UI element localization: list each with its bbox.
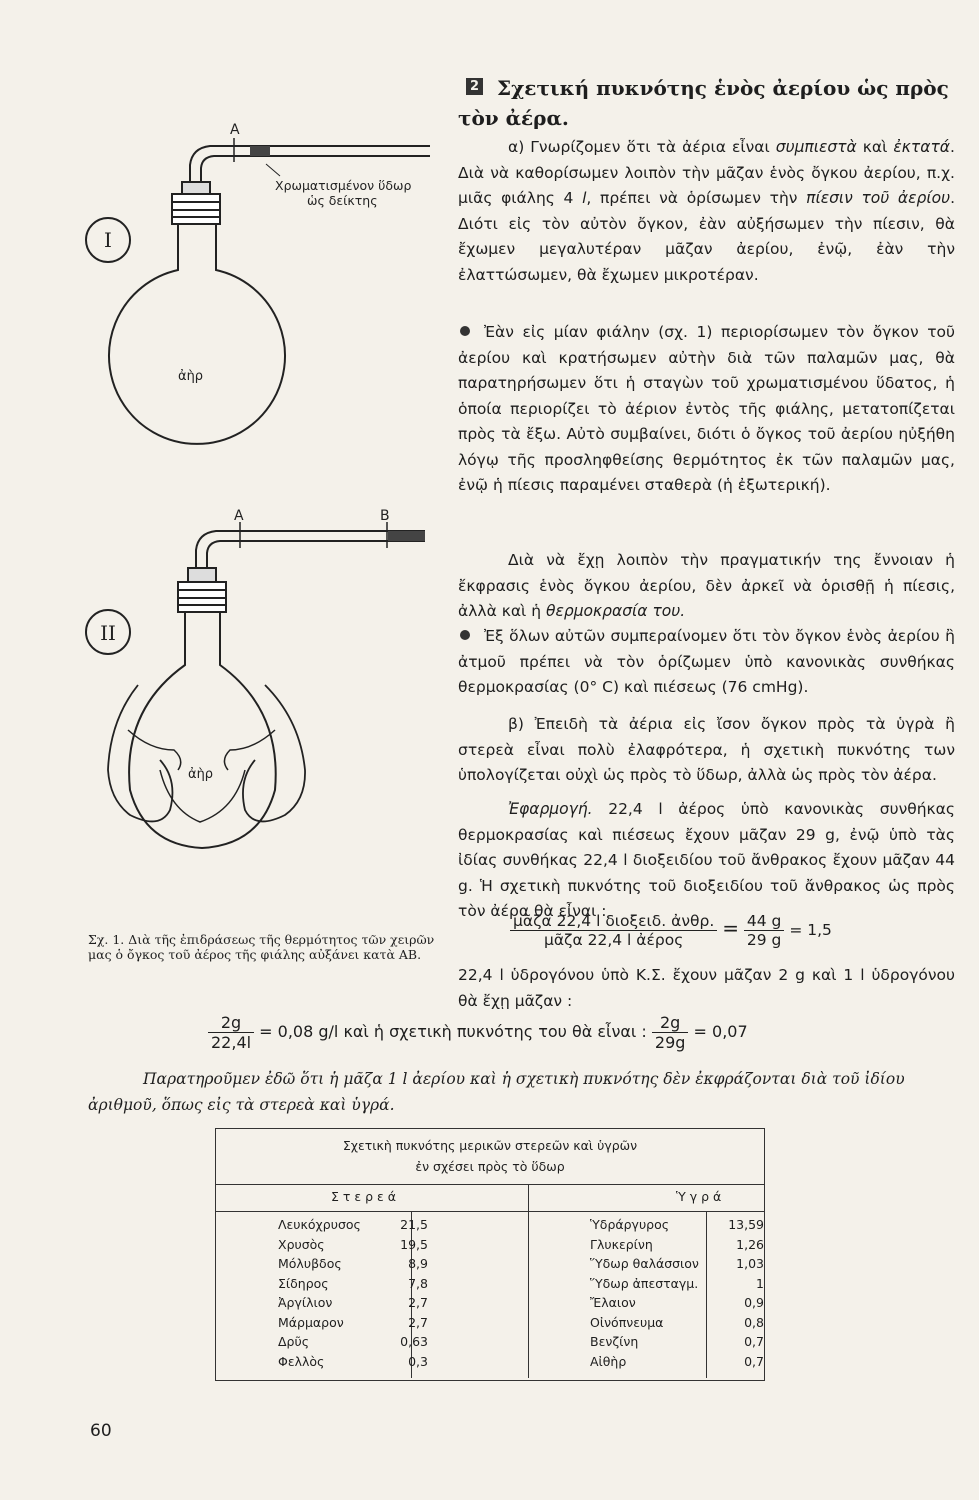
flask-figure-2: [86, 522, 425, 848]
section-title-cont: τὸν ἀέρα.: [458, 106, 569, 130]
solid-value: 2,7: [408, 1295, 428, 1310]
liquid-value: 0,9: [744, 1295, 764, 1310]
bullet-icon: [460, 326, 470, 336]
liquid-name: Ὑδράργυρος: [590, 1217, 670, 1232]
density-table: [215, 1128, 765, 1381]
liquid-value: 1,03: [736, 1256, 764, 1271]
fig1-marker-label: I: [104, 228, 112, 252]
fig2-air-label: ἀὴρ: [188, 767, 214, 782]
solid-name: Ἀργίλιον: [278, 1295, 333, 1310]
liquid-value: 0,7: [744, 1353, 764, 1369]
section-title: Σχετική πυκνότης ἑνὸς ἀερίου ὡς πρὸς: [497, 76, 949, 100]
paragraph-b: β) Ἐπειδὴ τὰ ἀέρια εἰς ἴσον ὄγκον πρὸς τὰ ὑγρὰ ἢ στερεὰ εἶναι πολὺ ἐλαφρότερα, ἡ σχετικὴ πυκνότης των ὑπολογίζεται οὐχὶ ὡς πρὸς τὸ ὕδωρ, ἀλλὰ ὡς πρὸς τὸν ἀέρα.: [458, 715, 955, 784]
paragraph-expression: Διὰ νὰ ἔχῃ λοιπὸν τὴν πραγματικήν της ἔννοιαν ἡ ἔκφρασις ἑνὸς ὄγκου ἀερίου, δὲν ἀρκεῖ νὰ ὁρισθῇ ἡ πίεσις, ἀλλὰ καὶ ἡ θερμοκρασία του.: [458, 551, 955, 620]
equation-hydrogen: $\frac{2g}{22,4l}$ = 0,08 g/l καὶ ἡ σχετικὴ πυκνότης του θὰ εἶναι : $\frac{2g}{29g}$ = 0,07: [208, 1013, 748, 1052]
liquid-name: Αἰθὴρ: [590, 1353, 627, 1369]
solid-name: Φελλὸς: [278, 1353, 325, 1369]
fig1-point-a: A: [230, 122, 240, 138]
liquids-header: Ὑ γ ρ ά: [676, 1189, 722, 1204]
solid-value: 7,8: [408, 1275, 428, 1291]
solid-value: 2,7: [408, 1314, 428, 1330]
equation-co2: $\frac{\text{μᾶζα 22,4 l διοξειδ. ἀνθρ.}}{\text{μᾶζα 22,4 l ἀέρος}}$ = $\frac{44 g}{29 g}$ = 1,5: [510, 912, 832, 949]
solid-name: Δρῦς: [278, 1334, 310, 1349]
liquid-value: 13,59: [728, 1217, 764, 1232]
page-number: 60: [90, 1421, 112, 1441]
paragraph-a: α) Γνωρίζομεν ὅτι τὰ ἀέρια εἶναι συμπιεστὰ καὶ ἐκτατά. Διὰ νὰ καθορίσωμεν λοιπὸν τὴν μᾶζαν ἑνὸς ὄγκου ἀερίου, π.χ. μιᾶς φιάλης 4 l, πρέπει νὰ ὁρίσωμεν τὴν πίεσιν τοῦ ἀερίου. Διότι εἰς τὸν αὐτὸν ὄγκον, ἐὰν αὐξήσωμεν τὴν πίεσιν, θὰ ἔχωμεν μεγαλυτέραν μᾶζαν ἀερίου, ἐνῷ, ἐὰν τὴν ἐλαττώσωμεν, θὰ ἔχωμεν μικροτέραν.: [458, 138, 955, 284]
liquid-value: 1: [756, 1275, 764, 1291]
solid-name: Χρυσὸς: [278, 1236, 325, 1252]
liquid-value: 1,26: [736, 1236, 764, 1252]
fig2-marker-label: II: [100, 621, 116, 645]
colored-water-label-2: ὡς δείκτης: [307, 193, 378, 208]
observation-text: Παρατηροῦμεν ἐδῶ ὅτι ἡ μᾶζα 1 l ἀερίου καὶ ἡ σχετικὴ πυκνότης δὲν ἐκφράζονται διὰ τοῦ ἰδίου ἀριθμοῦ, ὅπως εἰς τὰ στερεὰ καὶ ὑγρά.: [88, 1070, 905, 1114]
application-paragraph: Ἐφαρμογή. 22,4 l ἀέρος ὑπὸ κανονικὰς συνθήκας θερμοκρασίας καὶ πιέσεως ἔχουν μᾶζαν 29 g, ἐνῷ ὑπὸ τὰς ἰδίας συνθήκας 22,4 l διοξειδίου τοῦ ἄνθρακος ἔχουν μᾶζαν 44 g. Ἡ σχετικὴ πυκνότης τοῦ διοξειδίου τοῦ ἄνθρακος ὡς πρὸς τὸν ἀέρα θὰ εἶναι :: [458, 800, 955, 920]
liquid-name: Ὕδωρ θαλάσσιον: [590, 1256, 699, 1271]
liquid-name: Βενζίνη: [590, 1334, 639, 1349]
fig2-point-a: A: [234, 508, 244, 524]
solids-header: Σ τ ε ρ ε ά: [331, 1189, 396, 1204]
table-title: Σχετικὴ πυκνότης μερικῶν στερεῶν καὶ ὑγρῶν ἐν σχέσει πρὸς τὸ ὕδωρ: [342, 1138, 638, 1174]
liquid-value: 0,7: [744, 1334, 764, 1349]
figure-caption: Σχ. 1. Διὰ τῆς ἐπιδράσεως τῆς θερμότητος τῶν χειρῶν μας ὁ ὄγκος τοῦ ἀέρος τῆς φιάλης αὐξάνει κατὰ ΑΒ.: [88, 932, 435, 962]
solid-value: 8,9: [408, 1256, 428, 1271]
solid-value: 0,3: [408, 1353, 428, 1369]
solid-value: 21,5: [400, 1217, 428, 1232]
fig2-point-b: B: [380, 508, 390, 524]
figure-flasks: [70, 110, 460, 930]
colored-water-label-1: Χρωματισμένον ὕδωρ: [275, 178, 412, 193]
bullet-icon: [460, 630, 470, 640]
liquid-name: Γλυκερίνη: [590, 1236, 653, 1252]
section-number-badge: 2: [466, 78, 483, 95]
liquid-name: Ἔλαιον: [590, 1295, 636, 1310]
solid-value: 19,5: [400, 1236, 428, 1252]
fig1-air-label: ἀὴρ: [178, 369, 204, 384]
liquid-name: Ὕδωρ ἀπεσταγμ.: [590, 1275, 699, 1291]
hydrogen-paragraph: 22,4 l ὑδρογόνου ὑπὸ Κ.Σ. ἔχουν μᾶζαν 2 g καὶ 1 l ὑδρογόνου θὰ ἔχῃ μᾶζαν :: [458, 966, 955, 1010]
liquid-name: Οἰνόπνευμα: [590, 1314, 664, 1330]
liquid-value: 0,8: [744, 1314, 764, 1330]
solid-name: Σίδηρος: [278, 1275, 329, 1291]
solid-name: Μάρμαρον: [278, 1314, 344, 1330]
paragraph-bullet-1: Ἐὰν εἰς μίαν φιάλην (σχ. 1) περιορίσωμεν τὸν ὄγκον τοῦ ἀερίου καὶ κρατήσωμεν αὐτὴν διὰ τῶν παλαμῶν μας, θὰ παρατηρήσωμεν ὅτι ἡ σταγὼν τοῦ χρωματισμένου ὕδατος, ἡ ὁποία περιορίζει τὸ ἀέριον ἐντὸς τῆς φιάλης, μετατοπίζεται πρὸς τὰ ἔξω. Αὐτὸ συμβαίνει, διότι ὁ ὄγκος τοῦ ἀερίου ηὐξήθη λόγῳ τῆς προσληφθείσης θερμότητος ἐκ τῶν παλαμῶν μας, ἐνῷ ἡ πίεσις παραμένει σταθερὰ (ἡ ἐξωτερική).: [458, 323, 955, 494]
solid-value: 0,63: [400, 1334, 428, 1349]
solid-name: Λευκόχρυσος: [278, 1217, 361, 1232]
paragraph-bullet-2: Ἐξ ὅλων αὐτῶν συμπεραίνομεν ὅτι τὸν ὄγκον ἑνὸς ἀερίου ἢ ἀτμοῦ πρέπει νὰ τὸν ὁρίζωμεν ὑπὸ κανονικὰς συνθήκας θερμοκρασίας (0° C) καὶ πιέσεως (76 cmHg).: [458, 627, 955, 696]
solid-name: Μόλυβδος: [278, 1256, 342, 1271]
